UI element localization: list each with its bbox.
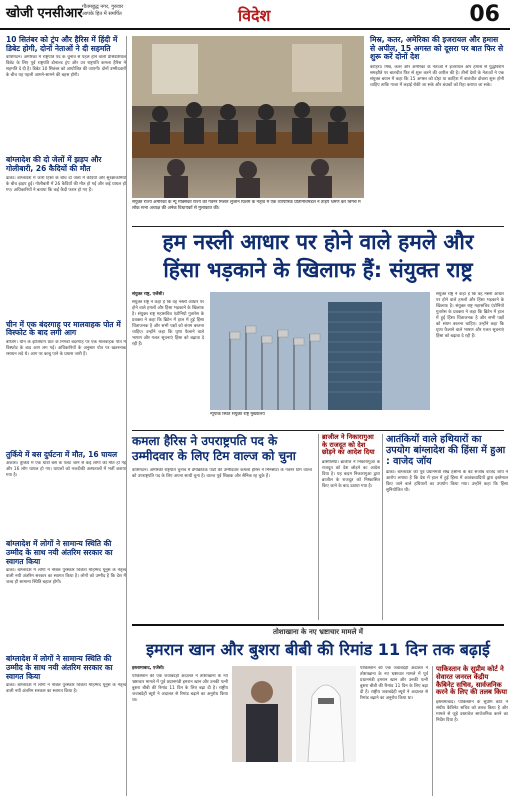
brand-title: खोजी एनसीआर <box>6 6 83 21</box>
bottom-side-body: इस्लामाबाद। पाकिस्तान के सुप्रीम कोर्ट ने संघीय कैबिनेट सचिव को तलब किया है और मामले से जुड़े दस्तावेज सार्वजनिक करने का निर्देश दिया है। <box>436 700 508 724</box>
mid-right-story <box>382 434 508 620</box>
mid-center-headline: ब्राजील ने निकारागुआ के राजदूत को देश छोड़ने का आदेश दिया <box>322 433 375 457</box>
mid-center-body: ब्रासीलिया। ब्राजील ने निकारागुआ के राजदूत को देश छोड़ने का आदेश दिया है। यह कदम निकारागुआ द्वारा ब्राजील के राजदूत को निष्कासित किए जाने के बाद उठाया गया है। <box>322 459 380 489</box>
section-title: विदेश <box>238 6 271 25</box>
bottom-headline: इमरान खान और बुशरा बीबी की रिमांड 11 दिन तक बढ़ाई <box>146 640 490 659</box>
mid-center-story <box>318 434 380 620</box>
veiled-person-illustration <box>296 666 356 762</box>
mid-left-headline: कमला हैरिस ने उपराष्ट्रपति पद के उम्मीदवार के लिए टिम वाल्ज को चुना <box>132 434 296 463</box>
mid-rule <box>132 430 504 431</box>
meeting-photo <box>132 36 364 198</box>
dateline <box>82 4 123 18</box>
lead-top-rule <box>132 226 504 227</box>
lead-dateline: संयुक्त राष्ट्र, एजेंसी। <box>132 292 165 297</box>
bottom-side-story <box>432 666 508 796</box>
bottom-body-continued: पाकिस्तान की एक जवाबदेही अदालत ने तोशाखाना के नए भ्रष्टाचार मामले में पूर्व प्रधानमंत्री इमरान खान और उनकी पत्नी बुशरा बीबी की रिमांड 11 दिन के लिए बढ़ा दी है। राष्ट्रीय जवाबदेही ब्यूरो ने अदालत से रिमांड बढ़ाने का अनुरोध किया था। <box>360 666 428 701</box>
bottom-body: पाकिस्तान की एक जवाबदेही अदालत ने तोशाखाना के नए भ्रष्टाचार मामले में पूर्व प्रधानमंत्री इमरान खान और उनकी पत्नी बुशरा बीबी की रिमांड 11 दिन के लिए बढ़ा दी है। राष्ट्रीय जवाबदेही ब्यूरो ने अदालत से रिमांड बढ़ाने का अनुरोध किया था। <box>132 674 228 703</box>
bottom-text-column <box>132 666 228 796</box>
lead-headline-line-2: हिंसा भड़काने के खिलाफ हैं: संयुक्त राष्ट्र <box>163 258 473 282</box>
story3-body: बीजिंग। चीन के झेजियांग प्रांत के निंगबो बंदरगाह पर एक मालवाहक पोत में विस्फोट के बाद आग लग गई। अधिकारियों के अनुसार पोत पर खतरनाक रसायन लदे थे। आग पर काबू पाने के प्रयास जारी हैं। <box>6 339 126 357</box>
top-right-headline: मिस्र, कतर, अमेरिका की इजरायल और हमास से अपील, 15 अगस्त को दूसरा पर बात फिर से शुरू करें दोनों देश <box>370 35 504 62</box>
lead-body: संयुक्त राष्ट्र ने कहा है कि वह नस्ली आधार पर होने वाले हमलों और हिंसा भड़काने के खिलाफ है। संयुक्त राष्ट्र महासचिव एंटोनियो गुतारेस के प्रवक्ता ने कहा कि ब्रिटेन में हाल में हुई हिंसा चिंताजनक है और सभी पक्षों को संयम बरतना चाहिए। उन्होंने कहा कि घृणा फैलाने वाले भाषण और गलत सूचनाएं हिंसा को बढ़ावा दे रही हैं। <box>132 300 204 347</box>
story2-headline: बांग्लादेश की दो जेलों में झड़प और गोलीबारी, 26 कैदियों की मौत <box>6 155 102 173</box>
meeting-photo-caption: संयुक्त राज्य अमेरिका के न्यू मैक्सिको राज्य की गवर्नर मिशेल लुजान ग्रिशम के नेतृत्व में एक व्यापारिक प्रतिनिधिमंडल ने ताइपे भ्रमण कर चिंगचे में लोक सभा अध्यक्ष की अनेक विधायकों से मुलाकात की। <box>132 200 361 211</box>
mid-left-story <box>132 434 312 620</box>
bottom-text-column-2 <box>360 666 428 796</box>
imran-khan-photo <box>232 666 292 762</box>
lead-body-continued: संयुक्त राष्ट्र ने कहा है कि वह नस्ली आधार पर होने वाले हमलों और हिंसा भड़काने के खिलाफ है। संयुक्त राष्ट्र महासचिव एंटोनियो गुतारेस के प्रवक्ता ने कहा कि ब्रिटेन में हाल में हुई हिंसा चिंताजनक है और सभी पक्षों को संयम बरतना चाहिए। उन्होंने कहा कि घृणा फैलाने वाले भाषण और गलत सूचनाएं हिंसा को बढ़ावा दे रही हैं। <box>436 292 504 339</box>
person-illustration <box>232 666 292 762</box>
story6-headline: बांग्लादेश में लोगों ने सामान्य स्थिति की उम्मीद के साथ नयी अंतरिम सरकार का स्वागत किया <box>6 654 113 681</box>
page-number: 06 <box>469 2 500 27</box>
story5-body: ढाका। बांग्लादेश में लोगों ने नोबेल पुरस्कार विजेता मोहम्मद यूनुस के नेतृत्व वाली नयी अंतरिम सरकार का स्वागत किया है। लोगों को उम्मीद है कि देश में जल्द ही सामान्य स्थिति बहाल होगी। <box>6 568 126 586</box>
bottom-kicker: तोशाखाना के नए भ्रष्टाचार मामले में <box>273 628 363 636</box>
bottom-dateline: इस्लामाबाद, एजेंसी। <box>132 666 165 671</box>
dateline-line-1: गौतमबुद्ध नगर, गुरुवार <box>82 4 124 10</box>
meeting-photo-illustration <box>132 36 364 198</box>
bottom-rule <box>132 624 504 626</box>
bushra-bibi-photo <box>296 666 356 762</box>
left-column <box>6 36 127 796</box>
lead-photo-caption: न्यूयॉर्क स्थित संयुक्त राष्ट्र मुख्यालय <box>210 412 265 417</box>
lead-text-column-3 <box>436 292 504 426</box>
mid-left-body: वाशिंगटन। अमेरिकी राष्ट्रपति चुनाव में डेमोक्रेटिक पार्टी की उम्मीदवार कमला हैरिस ने मिनेसोटा के गवर्नर टिम वाल्ज को उपराष्ट्रपति पद के लिए अपना साथी चुना है। वाल्ज पूर्व शिक्षक और सैनिक रह चुके हैं। <box>132 468 312 479</box>
lead-headline-line-1: हम नस्ली आधार पर होने वाले हमले और <box>162 230 474 254</box>
lead-text-column-1 <box>132 292 204 426</box>
story1-body: वाशिंगटन। अमेरिका में राष्ट्रपति पद के चुनाव से पहले होने वाली प्रेसिडेंशियल डिबेट के लिए पूर्व राष्ट्रपति डोनाल्ड ट्रंप और उप राष्ट्रपति कमला हैरिस ने सहमति दे दी है। डिबेट 10 सितंबर को आयोजित की जाएगी। दोनों उम्मीदवारों के बीच यह पहली आमने-सामने की बहस होगी। <box>6 55 126 79</box>
dateline-line-2: आपके हित में समर्पित <box>82 11 122 17</box>
story5-headline: बांग्लादेश में लोगों ने सामान्य स्थिति की उम्मीद के साथ नयी अंतरिम सरकार का स्वागत किया <box>6 539 113 566</box>
story3-headline: चीन में एक बंदरगाह पर मालवाहक पोत में विस्फोट के बाद लगी आग <box>6 319 121 338</box>
story4-body: अंकारा। तुर्किये में एक यात्री बस के पलट जाने से कई लोगों की मौत हो गई और 16 लोग घायल हो गए। घायलों को नजदीकी अस्पतालों में भर्ती कराया गया है। <box>6 461 126 479</box>
un-building-illustration <box>210 292 430 410</box>
top-right-body: काहिरा। मिस्र, कतर और अमेरिका के नेताओं ने इजरायल और हमास से युद्धविराम समझौते पर बातचीत फिर से शुरू करने की अपील की है। तीनों देशों के नेताओं ने एक संयुक्त बयान में कहा कि 15 अगस्त को दोहा या काहिरा में बातचीत दोबारा शुरू होनी चाहिए ताकि गाजा में लड़ाई रोकी जा सके और बंधकों को रिहा कराया जा सके। <box>370 65 504 89</box>
top-right-story <box>370 36 504 222</box>
bottom-side-headline: पाकिस्तान के सुप्रीम कोर्ट ने सेवारत जनरल केंद्रीय कैबिनेट सचिव, सार्वजनिक करने के लिए की तलब किया <box>436 665 507 697</box>
mid-right-headline: आतंकियों वाले हथियारों का उपयोग बांग्लादेश की हिंसा में हुआ : वाजेद जॉय <box>386 434 506 468</box>
story6-body: ढाका। बांग्लादेश में लोगों ने नोबेल पुरस्कार विजेता मोहम्मद यूनुस के नेतृत्व वाली नयी अंतरिम सरकार का स्वागत किया है। <box>6 683 126 695</box>
story2-body: ढाका। बांग्लादेश में जारी हिंसा के बीच दो जेलों में कैदियों और सुरक्षाकर्मियों के बीच झड़प हुई। गोलीबारी में 26 कैदियों की मौत हो गई और कई घायल हो गए। अधिकारियों ने बताया कि कई कैदी फरार हो गए हैं। <box>6 175 126 193</box>
story4-headline: तुर्किये में बस दुर्घटना में मौत, 16 घायल <box>6 449 118 459</box>
mid-right-body: ढाका। बांग्लादेश की पूर्व प्रधानमंत्री शेख हसीना के बेटे सजीब वाजेद जॉय ने आरोप लगाया है कि देश में हाल में हुई हिंसा में आतंकवादियों द्वारा इस्तेमाल किए जाने वाले हथियारों का उपयोग किया गया। उन्होंने कहा कि हिंसा सुनियोजित थी। <box>386 470 508 494</box>
lead-headline <box>132 228 504 284</box>
un-building-photo <box>210 292 430 410</box>
story1-headline: 10 सितंबर को ट्रंप और हैरिस में हिंदी में डिबेट होगी, दोनों नेताओं ने दी सहमति <box>6 35 118 53</box>
